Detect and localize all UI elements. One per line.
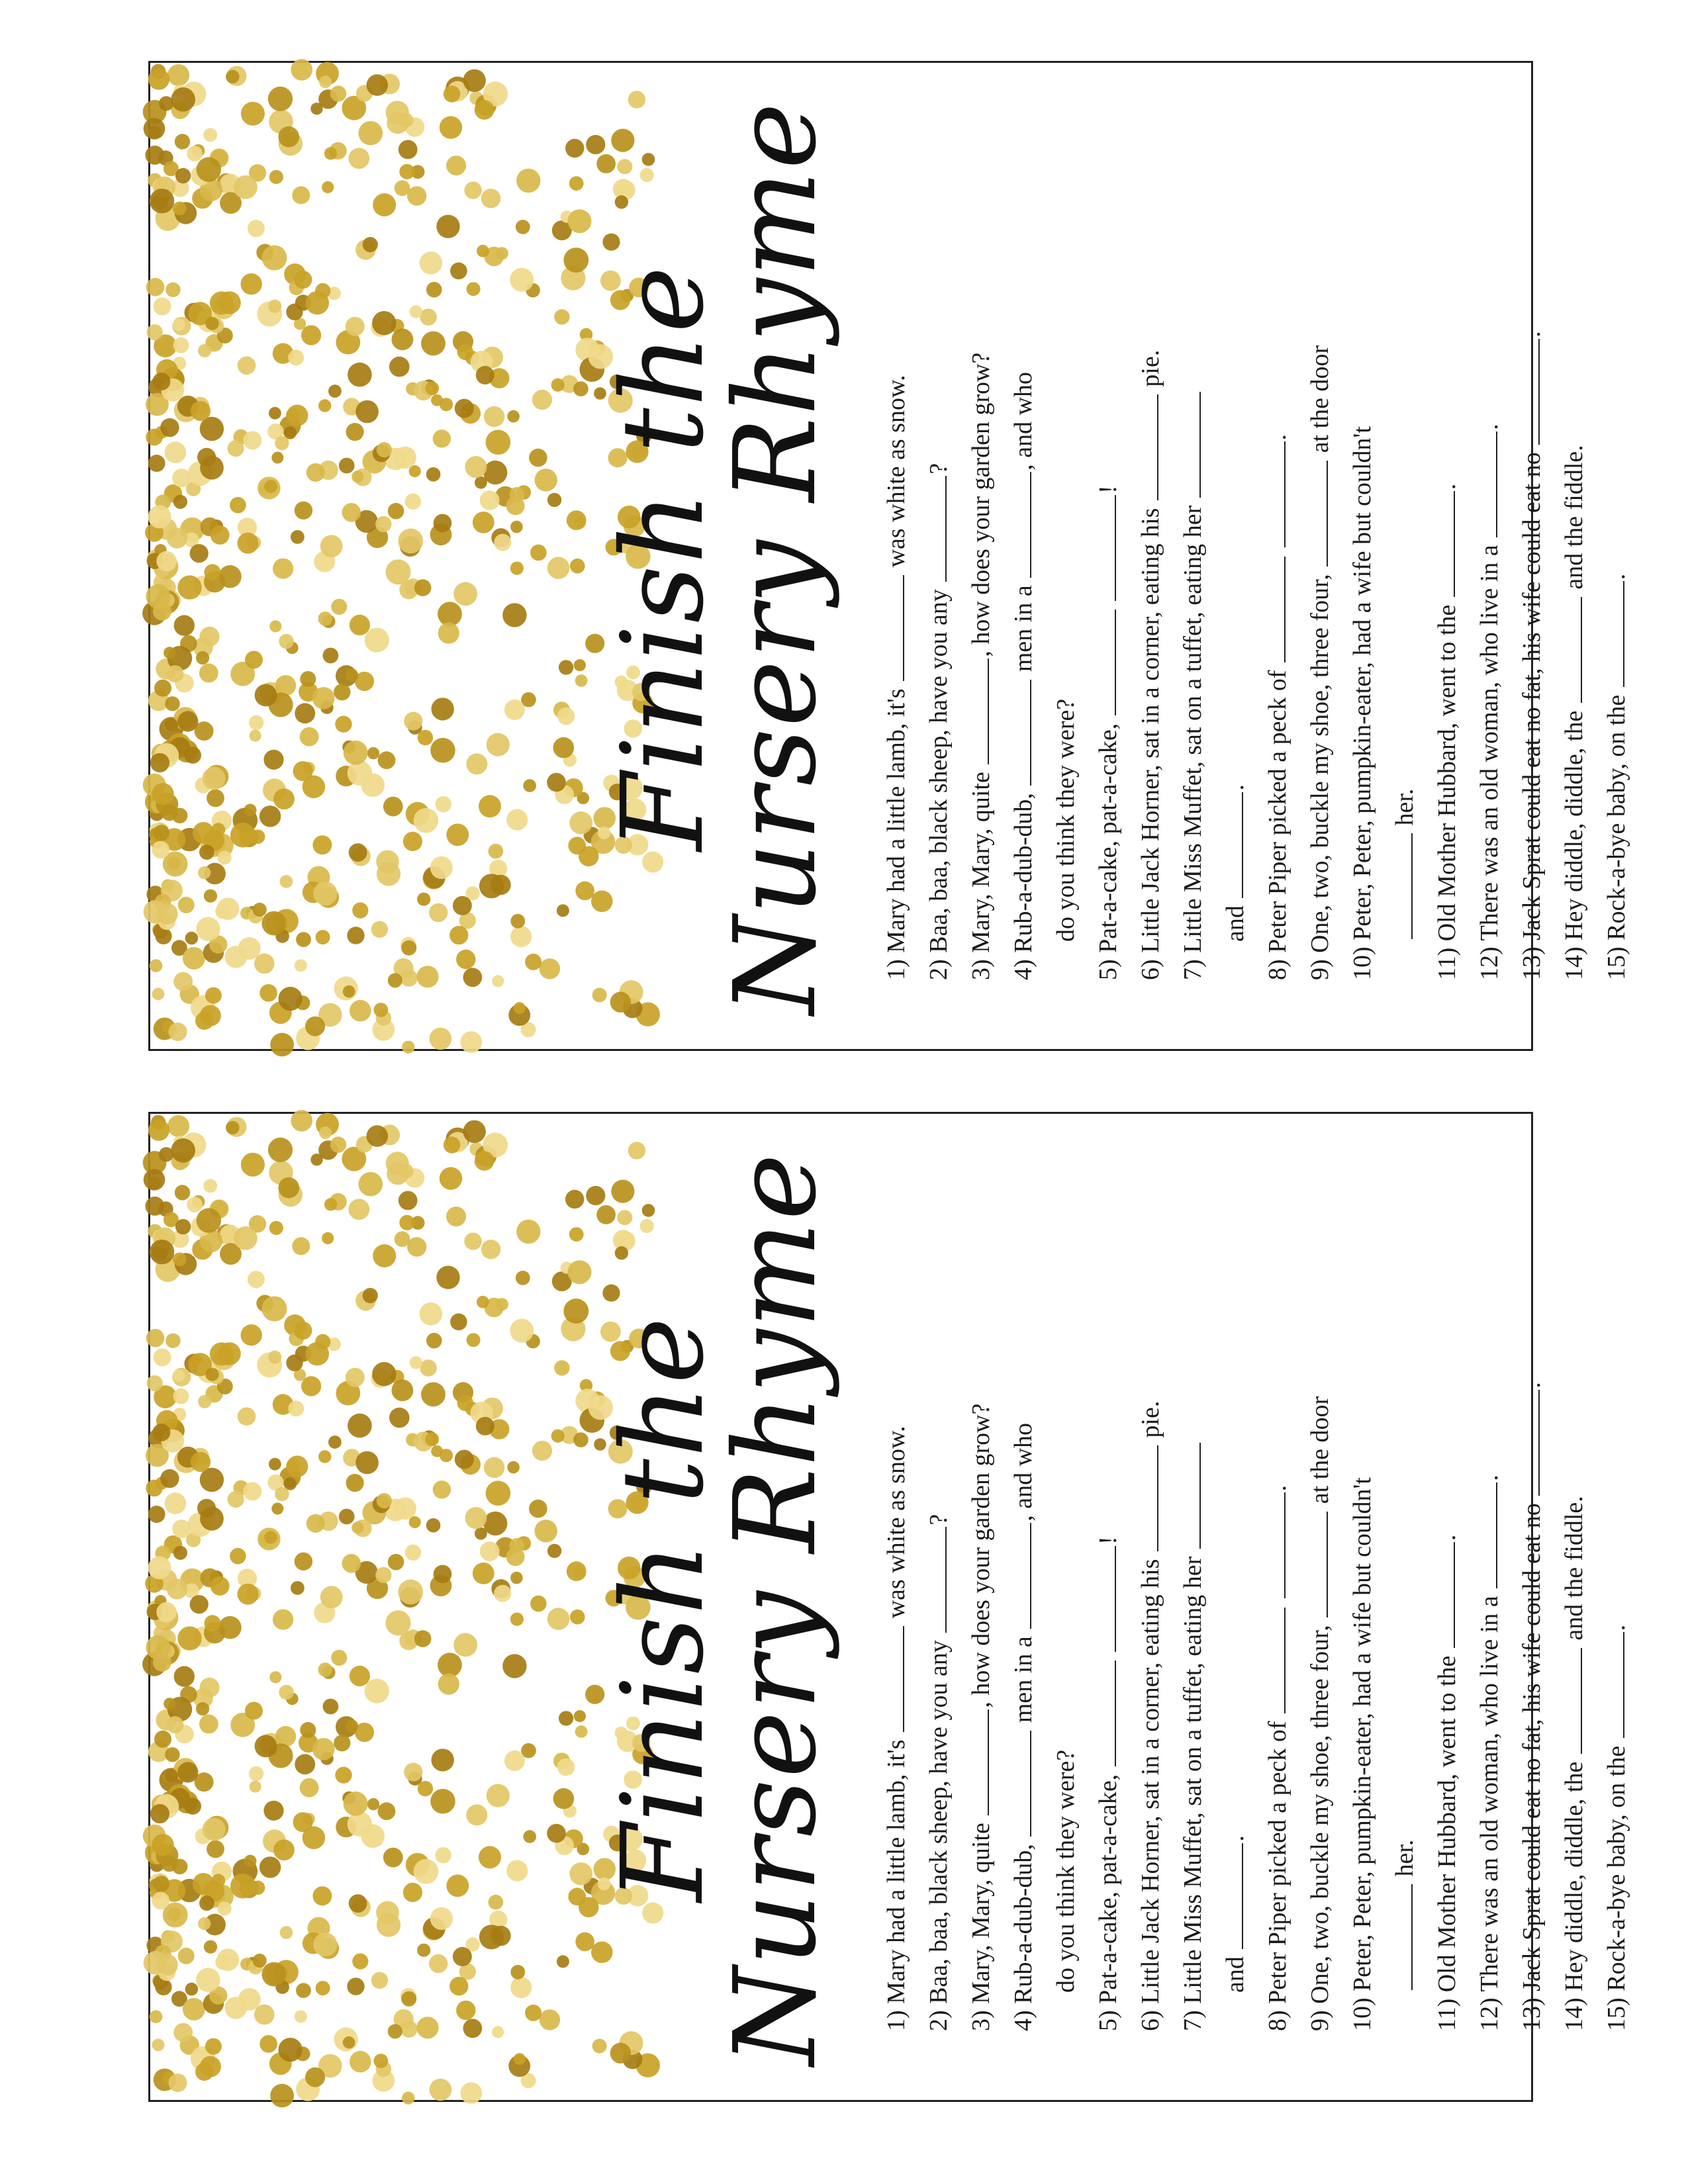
worksheet-card-top [148,61,1630,1051]
title-line-1: Finish the [598,265,729,851]
question-text: pie. [1137,1400,1164,1445]
question-line [1553,1151,1595,2031]
answer-blank[interactable] [1603,1632,1624,1738]
question-line [1087,100,1129,980]
question-line [1087,1151,1129,2031]
question-text: . [1264,1485,1291,1492]
question-text: . [1221,1835,1249,1842]
question-text: . [1518,1382,1546,1388]
question-line [1383,1151,1426,2031]
answer-blank[interactable] [1391,833,1413,939]
question-line [1172,1151,1214,2031]
question-text: 10) Peter, Peter, pumpkin-eater, had a wife but couldn't [1348,1477,1376,2031]
question-text: 11) Old Mother Hubbard, went to the [1433,598,1461,980]
title-line-2: Nursery Rhyme [710,1152,841,2066]
worksheet-card-bottom [148,1112,1630,2102]
question-line [875,100,917,980]
answer-blank[interactable] [1095,1546,1116,1652]
question-text: 5) Pat-a-cake, pat-a-cake, [1094,717,1122,980]
question-text: 10) Peter, Peter, pumpkin-eater, had a wife but couldn't [1348,426,1376,980]
answer-blank[interactable] [883,575,904,681]
question-text: do you think they were? [1052,1749,1080,1993]
question-text: her. [1391,788,1419,832]
question-line [1214,1151,1256,2031]
question-text: ? [925,463,953,475]
question-text: and the fiddle. [1560,445,1588,596]
question-text: 5) Pat-a-cake, pat-a-cake, [1094,1768,1122,2031]
question-text: her. [1391,1839,1419,1883]
question-line [917,100,960,980]
question-text: 2) Baa, baa, black sheep, have you any [925,582,953,980]
question-text: at the door [1306,1396,1334,1510]
question-list [875,100,1638,980]
question-line [1129,100,1172,980]
question-text: pie. [1137,349,1164,394]
answer-blank[interactable] [1519,339,1540,445]
question-line [1002,1151,1045,2031]
question-text: . [1264,434,1291,441]
question-text: 3) Mary, Mary, quite [967,765,995,980]
question-text: was white as snow. [882,375,910,574]
question-line [1468,100,1511,980]
answer-blank[interactable] [1264,1608,1286,1713]
question-line [1299,1151,1341,2031]
question-text: ! [1094,485,1122,494]
answer-blank[interactable] [1222,1843,1243,1949]
question-text: 12) There was an old woman, who live in a [1476,1589,1503,2031]
answer-blank[interactable] [1307,1512,1328,1617]
question-line [1426,100,1468,980]
question-line [1129,1151,1172,2031]
answer-blank[interactable] [1137,394,1158,500]
answer-blank[interactable] [1307,461,1328,567]
question-text: ! [1094,1536,1122,1545]
title-line-2: Nursery Rhyme [710,101,841,1015]
question-text: , how does your garden grow? [967,352,995,657]
question-text [1094,602,1122,609]
question-line [1256,100,1299,980]
answer-blank[interactable] [1010,680,1031,786]
answer-blank[interactable] [1010,472,1031,578]
question-text: do you think they were? [1052,698,1080,942]
question-text: 9) One, two, buckle my shoe, three four, [1306,1618,1334,2031]
answer-blank[interactable] [1010,1731,1031,1837]
question-text: and [1221,899,1249,942]
question-line [1511,1151,1553,2031]
question-text: 4) Rub-a-dub-dub, [1009,1837,1037,2031]
question-text: 8) Peter Piper picked a peck of [1264,664,1291,980]
question-line [875,1151,917,2031]
question-line [960,100,1002,980]
question-list [875,1151,1638,2031]
question-text: 15) Rock-a-bye baby, on the [1603,688,1630,980]
question-text: 4) Rub-a-dub-dub, [1009,786,1037,980]
answer-blank[interactable] [925,1527,947,1633]
answer-blank[interactable] [1010,1523,1031,1629]
question-line [1468,1151,1511,2031]
question-text: . [1518,331,1546,338]
question-text: was white as snow. [882,1426,910,1625]
answer-blank[interactable] [1561,597,1582,703]
question-text: 2) Baa, baa, black sheep, have you any [925,1633,953,2031]
question-text: . [1221,784,1249,791]
question-text: . [1603,1624,1630,1631]
question-line [1553,100,1595,980]
answer-blank[interactable] [1264,442,1286,548]
question-line [1214,100,1256,980]
question-text: 1) Mary had a little lamb, it's [882,682,910,980]
answer-blank[interactable] [968,659,989,764]
question-text: , and who [1009,1422,1037,1522]
question-line [917,1151,960,2031]
question-line [1299,100,1341,980]
answer-blank[interactable] [1391,1884,1413,1990]
question-text: . [1433,483,1461,490]
answer-blank[interactable] [1264,557,1286,662]
answer-blank[interactable] [968,1709,989,1815]
question-text [1094,1653,1122,1660]
question-text: , how does your garden grow? [967,1403,995,1708]
question-line [1341,100,1383,980]
answer-blank[interactable] [1180,392,1201,498]
answer-blank[interactable] [1095,610,1116,715]
question-text: . [1603,573,1630,580]
answer-blank[interactable] [1180,1443,1201,1549]
question-text: 7) Little Miss Muffet, sat on a tuffet, eating her [1179,1550,1207,2031]
question-line [1341,1151,1383,2031]
question-text: 8) Peter Piper picked a peck of [1264,1715,1291,2031]
answer-blank[interactable] [1137,1445,1158,1551]
question-line [1256,1151,1299,2031]
answer-blank[interactable] [1561,1648,1582,1754]
answer-blank[interactable] [1222,792,1243,898]
question-text: 13) Jack Sprat could eat no fat, his wife could eat no [1518,445,1546,980]
answer-blank[interactable] [883,1626,904,1732]
question-line [1383,100,1426,980]
answer-blank[interactable] [1095,1661,1116,1766]
question-line [1426,1151,1468,2031]
question-text [1264,549,1291,556]
question-text: , and who [1009,371,1037,471]
answer-blank[interactable] [1434,491,1455,597]
question-text: . [1433,1534,1461,1541]
question-text [1264,1600,1291,1607]
question-text: and [1221,1950,1249,1993]
question-line [1595,1151,1638,2031]
question-text: men in a [1009,1629,1037,1729]
question-line [1172,100,1214,980]
answer-blank[interactable] [1519,1390,1540,1496]
question-line [1045,1151,1087,2031]
question-text: 13) Jack Sprat could eat no fat, his wife could eat no [1518,1496,1546,2031]
question-line [960,1151,1002,2031]
question-text: 14) Hey diddle, diddle, the [1560,704,1588,980]
question-text: 6) Little Jack Horner, sat in a corner, eating his [1137,502,1164,980]
question-text: 12) There was an old woman, who live in a [1476,538,1503,980]
worksheet-content [150,1114,1630,2104]
answer-blank[interactable] [925,476,947,582]
answer-blank[interactable] [1095,495,1116,601]
question-text: men in a [1009,578,1037,678]
question-text: 11) Old Mother Hubbard, went to the [1433,1649,1461,2031]
question-text: 3) Mary, Mary, quite [967,1816,995,2031]
answer-blank[interactable] [1476,432,1497,537]
question-text: . [1476,1475,1503,1481]
question-text: at the door [1306,345,1334,459]
answer-blank[interactable] [1603,581,1624,687]
question-line [1595,100,1638,980]
answer-blank[interactable] [1476,1482,1497,1588]
question-line [1002,100,1045,980]
question-text: . [1476,424,1503,430]
title-line-1: Finish the [598,1316,729,1902]
question-text: 1) Mary had a little lamb, it's [882,1733,910,2031]
question-text: 6) Little Jack Horner, sat in a corner, eating his [1137,1553,1164,2031]
answer-blank[interactable] [1264,1493,1286,1599]
question-line [1045,100,1087,980]
question-line [1511,100,1553,980]
question-text: 7) Little Miss Muffet, sat on a tuffet, eating her [1179,499,1207,980]
question-text: ? [925,1514,953,1525]
question-text: 15) Rock-a-bye baby, on the [1603,1739,1630,2031]
question-text: 9) One, two, buckle my shoe, three four, [1306,567,1334,980]
answer-blank[interactable] [1434,1542,1455,1648]
worksheet-content [150,63,1630,1053]
question-text: and the fiddle. [1560,1496,1588,1647]
question-text: 14) Hey diddle, diddle, the [1560,1755,1588,2031]
